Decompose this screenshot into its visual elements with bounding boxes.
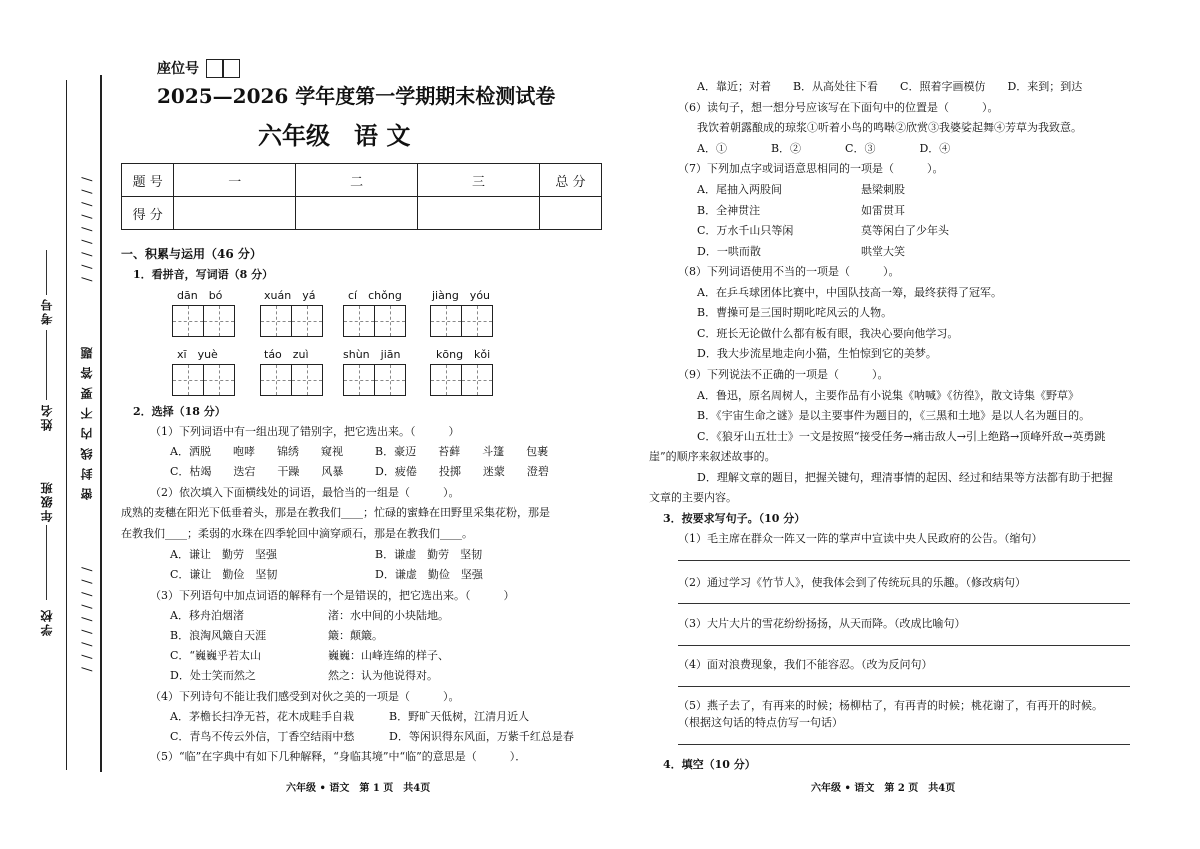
score-table <box>121 163 602 230</box>
question-text: （5）“临”在字典中有如下几种解释，“身临其境”中“临”的意思是（ ）． <box>150 750 527 763</box>
writing-grid[interactable] <box>430 305 491 337</box>
question-text: （4）下列诗句不能让我们感受到对伙之美的一项是（ ）。 <box>150 690 460 703</box>
option: A．茅檐长扫净无苔，花木成畦手自栽 <box>170 710 354 723</box>
question-text: （8）下列词语使用不当的一项是（ ）。 <box>678 265 900 278</box>
question-text: 在教我们____；柔弱的水珠在四季轮回中滴穿顽石，那是在教我们____。 <box>121 527 473 540</box>
question-text: （5）燕子去了，有再来的时候；杨柳枯了，有再青的时候；桃花谢了，有再开的时候。 <box>678 699 1103 712</box>
binding-slashes-top: / / / / / / / / / <box>80 175 95 282</box>
option-note: 渚：水中间的小块陆地。 <box>328 609 449 622</box>
class-line <box>46 525 47 600</box>
answer-line[interactable] <box>678 560 1130 561</box>
exam-no-line <box>46 250 47 295</box>
answer-line[interactable] <box>678 645 1130 646</box>
answer-line[interactable] <box>678 603 1130 604</box>
option: B．野旷天低树，江清月近人 <box>389 710 530 723</box>
score-row-label: 得 分 <box>122 197 174 230</box>
answer-line[interactable] <box>678 686 1130 687</box>
option: 如雷贯耳 <box>861 204 905 217</box>
writing-grid[interactable] <box>343 305 404 337</box>
pinyin: kōng kǒi <box>436 348 491 361</box>
option: C．班长无论做什么都有板有眼，我决心要向他学习。 <box>697 327 959 340</box>
option: B．全神贯注 <box>697 204 761 217</box>
option: C．谦让 勤俭 坚韧 <box>170 568 278 581</box>
class-label: 年级班 <box>40 480 54 522</box>
question-text: （9）下列说法不正确的一项是（ ）。 <box>678 368 889 381</box>
score-cell[interactable] <box>539 197 601 230</box>
writing-grid[interactable] <box>343 364 404 396</box>
option: A．移舟泊烟渚 <box>170 609 244 622</box>
seat-box[interactable] <box>206 59 224 78</box>
option: 哄堂大笑 <box>861 245 905 258</box>
seat-boxes[interactable] <box>207 59 240 78</box>
score-header: 三 <box>418 164 540 197</box>
page-footer: 六年级 • 语文 第 1 页 共4页 <box>286 783 431 794</box>
option: 崖”的顺序来叙述故事的。 <box>649 450 776 463</box>
option: B．浪淘风簸自天涯 <box>170 629 267 642</box>
option: D．理解文章的题目，把握关键句，理清事情的起因、经过和结果等方法都有助于把握 <box>697 471 1113 484</box>
question-2-title: 2．选择（18 分） <box>133 405 226 418</box>
question-text: （根据这句话的特点仿写一句话） <box>678 716 843 729</box>
school-label: 学校 <box>40 608 54 636</box>
option: 文章的主要内容。 <box>649 491 737 504</box>
writing-grid[interactable] <box>172 364 233 396</box>
answer-line[interactable] <box>678 744 1130 745</box>
option: D．一哄而散 <box>697 245 761 258</box>
option: 莫等闲白了少年头 <box>861 224 949 237</box>
question-text: 成熟的麦穗在阳光下低垂着头，那是在教我们____；忙碌的蜜蜂在田野里采集花粉，那是 <box>121 506 550 519</box>
option: A．在乒乓球团体比赛中，中国队技高一筹，最终获得了冠军。 <box>697 286 1002 299</box>
question-3-title: 3．按要求写句子。（10 分） <box>663 512 806 525</box>
question-text: 我饮着朝露酿成的琼浆①听着小鸟的鸣啭②欣赏③我婆娑起舞④芳草为我致意。 <box>697 121 1082 134</box>
writing-grid[interactable] <box>260 305 321 337</box>
writing-grid[interactable] <box>172 305 233 337</box>
seal-warning: 密 封 线 内 不 要 答 题 <box>80 345 94 501</box>
exam-title: 2025—2026 学年度第一学期期末检测试卷 <box>157 84 556 108</box>
option-note: 簸：颠簸。 <box>328 629 383 642</box>
score-header: 总 分 <box>539 164 601 197</box>
name-label: 姓名 <box>40 403 54 431</box>
question-text: （4）面对浪费现象，我们不能容忍。（改为反问句） <box>678 658 933 671</box>
question-text: （1）下列词语中有一组出现了错别字，把它选出来。（ ） <box>150 425 460 438</box>
score-header: 题 号 <box>122 164 174 197</box>
option: A．洒脱 咆哮 锦绣 窥视 <box>170 445 343 458</box>
option: 悬梁刺股 <box>861 183 905 196</box>
question-4-title: 4．填空（10 分） <box>663 758 756 771</box>
score-header: 二 <box>296 164 418 197</box>
binding-line <box>100 75 102 772</box>
section-1-title: 一、积累与运用（46 分） <box>121 247 262 261</box>
exam-subtitle: 六年级 语 文 <box>258 121 411 150</box>
score-cell[interactable] <box>296 197 418 230</box>
option-note: 巍巍：山峰连绵的样子、 <box>328 649 449 662</box>
option: D．谦虚 勤俭 坚强 <box>375 568 483 581</box>
question-text: （7）下列加点字或词语意思相同的一项是（ ）。 <box>678 162 944 175</box>
option: B．曹操可是三国时期叱咤风云的人物。 <box>697 306 893 319</box>
option: C．青鸟不传云外信，丁香空结雨中愁 <box>170 730 355 743</box>
question-text: （2）通过学习《竹节人》，使我体会到了传统玩具的乐趣。（修改病句） <box>678 576 1026 589</box>
option: A．尾抽入两股间 <box>697 183 782 196</box>
pinyin: cí chǒng <box>348 289 402 302</box>
option: B．豪迈 苔藓 斗篷 包裹 <box>375 445 549 458</box>
question-text: （1）毛主席在群众一阵又一阵的掌声中宣读中央人民政府的公告。（缩句） <box>678 532 1043 545</box>
seat-box[interactable] <box>222 59 240 78</box>
pinyin: dān bó <box>177 289 223 302</box>
option: A．谦让 勤劳 坚强 <box>170 548 277 561</box>
option: B．谦虚 勤劳 坚韧 <box>375 548 483 561</box>
page-footer: 六年级 • 语文 第 2 页 共4页 <box>811 783 956 794</box>
option: A．鲁迅，原名周树人，主要作品有小说集《呐喊》《彷徨》，散文诗集《野草》 <box>697 389 1079 402</box>
option: C．万水千山只等闲 <box>697 224 794 237</box>
pinyin: shùn jiān <box>343 348 401 361</box>
option: B．《宇宙生命之谜》是以主要事件为题目的，《三黑和土地》是以人名为题目的。 <box>697 409 1091 422</box>
binding-slashes-bottom: / / / / / / / / / <box>80 565 95 672</box>
exam-no-label: 考号 <box>40 297 54 325</box>
option: D．等闲识得东风面，万紫千红总是春 <box>389 730 574 743</box>
writing-grid[interactable] <box>430 364 491 396</box>
score-cell[interactable] <box>174 197 296 230</box>
seat-label: 座位号 <box>157 61 199 77</box>
pinyin: jiàng yóu <box>432 289 491 302</box>
option: C．《狼牙山五壮士》一文是按照“接受任务→痛击敌人→引上绝路→顶峰歼敌→英勇跳 <box>697 430 1106 443</box>
score-cell[interactable] <box>418 197 540 230</box>
option: A．① B．② C．③ D．④ <box>697 142 951 155</box>
score-header: 一 <box>174 164 296 197</box>
option-note: 然之：认为他说得对。 <box>328 669 438 682</box>
pinyin: xī yuè <box>177 348 218 361</box>
pinyin: xuán yá <box>264 289 316 302</box>
writing-grid[interactable] <box>260 364 321 396</box>
name-line <box>46 330 47 400</box>
binding-line-left <box>66 80 67 770</box>
question-text: （3）大片大片的雪花纷纷扬扬，从天而降。（改成比喻句） <box>678 617 966 630</box>
pinyin: táo zuì <box>264 348 309 361</box>
question-text: （2）依次填入下面横线处的词语，最恰当的一组是（ ）。 <box>150 486 460 499</box>
option: C．枯竭 迭宕 干躁 风暴 <box>170 465 344 478</box>
option: A．靠近；对着 B．从高处往下看 C．照着字画模仿 D．来到；到达 <box>697 80 1083 93</box>
option: C．“巍巍乎若太山 <box>170 649 262 662</box>
question-text: （6）读句子，想一想分号应该写在下面句中的位置是（ ）。 <box>678 101 999 114</box>
option: D．处士笑而然之 <box>170 669 256 682</box>
question-text: （3）下列语句中加点词语的解释有一个是错误的，把它选出来。（ ） <box>150 589 515 602</box>
option: D．疲倦 投掷 迷蒙 澄碧 <box>375 465 549 478</box>
option: D．我大步流星地走向小猫，生怕惊到它的美梦。 <box>697 347 937 360</box>
question-1-title: 1．看拼音，写词语（8 分） <box>133 268 274 281</box>
